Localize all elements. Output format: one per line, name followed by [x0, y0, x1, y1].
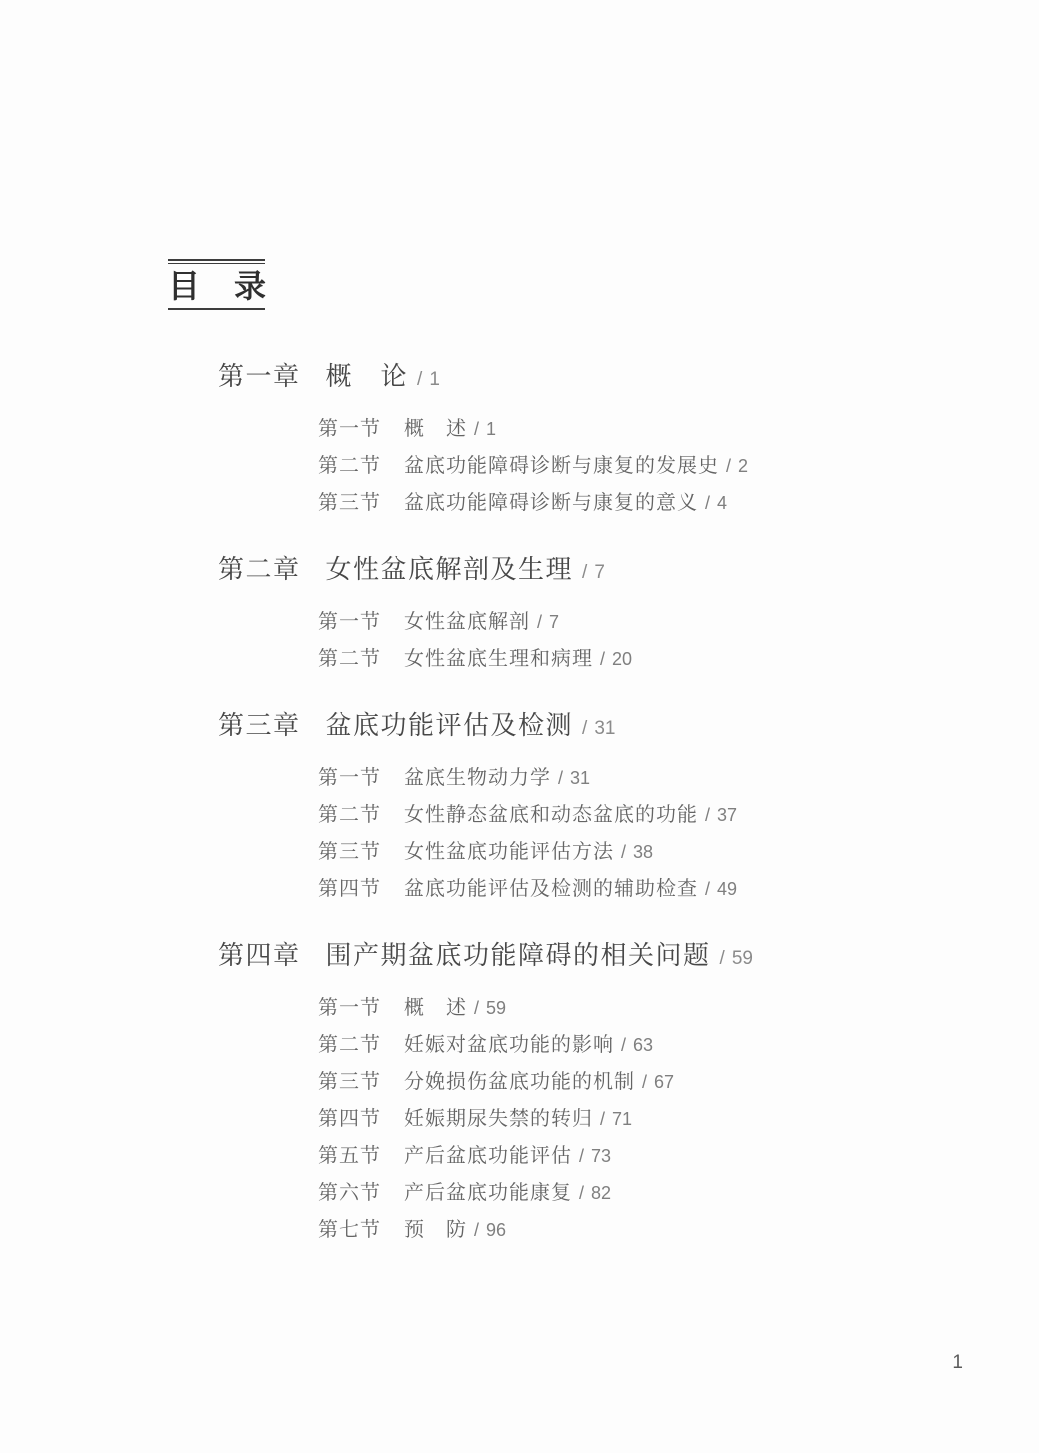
- section-page-number: 67: [654, 1072, 675, 1092]
- section-page-ref: [621, 1035, 653, 1055]
- section-list: [218, 990, 918, 1249]
- page-separator: /: [474, 419, 480, 439]
- toc-section: [318, 871, 918, 908]
- toc-section: [318, 604, 918, 641]
- page-separator: /: [642, 1072, 648, 1092]
- section-title: 盆底生物动力学: [404, 767, 551, 789]
- toc-section: [318, 1175, 918, 1212]
- chapter-label: 第四章: [218, 940, 301, 970]
- chapter-title: 围产期盆底功能障碍的相关问题: [325, 940, 711, 970]
- section-title: 产后盆底功能评估: [404, 1145, 572, 1167]
- toc-section: [318, 990, 918, 1027]
- title-bottom-rule: [168, 308, 265, 310]
- section-label: 第二节: [318, 648, 381, 670]
- section-page-number: 49: [717, 879, 738, 899]
- page-separator: /: [558, 768, 564, 788]
- toc-section: [318, 1212, 918, 1249]
- toc-section: [318, 1138, 918, 1175]
- section-page-number: 1: [486, 419, 497, 439]
- page-separator: /: [537, 612, 543, 632]
- section-page-ref: [705, 879, 737, 899]
- toc-chapter-4: [218, 937, 918, 1249]
- section-page-number: 2: [738, 456, 749, 476]
- toc-chapter-2: [218, 551, 918, 678]
- section-page-ref: [705, 805, 737, 825]
- section-label: 第一节: [318, 767, 381, 789]
- section-title: 妊娠对盆底功能的影响: [404, 1034, 614, 1056]
- section-page-number: 4: [717, 493, 728, 513]
- chapter-page-number: 1: [429, 369, 440, 390]
- section-list: [218, 760, 918, 908]
- chapter-page-number: 7: [594, 562, 605, 583]
- chapter-page-ref: [582, 562, 605, 583]
- section-title: 盆底功能评估及检测的辅助检查: [404, 878, 698, 900]
- section-page-ref: [600, 1109, 632, 1129]
- chapter-heading: [218, 551, 918, 591]
- toc-section: [318, 485, 918, 522]
- chapter-heading: [218, 358, 918, 398]
- section-page-number: 63: [633, 1035, 654, 1055]
- section-label: 第二节: [318, 1034, 381, 1056]
- chapter-page-number: 31: [594, 718, 616, 739]
- page-separator: /: [582, 718, 588, 739]
- section-label: 第四节: [318, 878, 381, 900]
- page-separator: /: [474, 998, 480, 1018]
- page-separator: /: [705, 879, 711, 899]
- page-title: 目 录: [168, 268, 268, 304]
- chapter-page-number: 59: [731, 948, 753, 969]
- page-separator: /: [726, 456, 732, 476]
- section-title: 盆底功能障碍诊断与康复的意义: [404, 492, 698, 514]
- section-title: 女性盆底解剖: [404, 611, 530, 633]
- toc-chapter-1: [218, 358, 918, 522]
- section-page-number: 7: [549, 612, 560, 632]
- chapter-page-ref: [582, 718, 615, 739]
- section-title: 预 防: [404, 1219, 467, 1241]
- chapter-label: 第二章: [218, 554, 301, 584]
- toc-section: [318, 1064, 918, 1101]
- page-separator: /: [417, 369, 423, 390]
- page-separator: /: [600, 1109, 606, 1129]
- section-title: 分娩损伤盆底功能的机制: [404, 1071, 635, 1093]
- section-title: 女性盆底生理和病理: [404, 648, 593, 670]
- page-separator: /: [600, 649, 606, 669]
- section-page-number: 38: [633, 842, 654, 862]
- section-title: 女性盆底功能评估方法: [404, 841, 614, 863]
- page-separator: /: [579, 1146, 585, 1166]
- section-label: 第三节: [318, 1071, 381, 1093]
- chapter-label: 第一章: [218, 361, 301, 391]
- section-page-ref: [579, 1146, 611, 1166]
- section-label: 第七节: [318, 1219, 381, 1241]
- chapter-heading: [218, 937, 918, 977]
- section-label: 第二节: [318, 455, 381, 477]
- section-page-ref: [474, 419, 496, 439]
- section-page-ref: [642, 1072, 674, 1092]
- section-label: 第一节: [318, 997, 381, 1019]
- chapter-label: 第三章: [218, 710, 301, 740]
- section-label: 第一节: [318, 418, 381, 440]
- section-page-ref: [705, 493, 727, 513]
- page-separator: /: [705, 805, 711, 825]
- section-page-ref: [621, 842, 653, 862]
- page-separator: /: [474, 1220, 480, 1240]
- section-label: 第三节: [318, 841, 381, 863]
- section-title: 盆底功能障碍诊断与康复的发展史: [404, 455, 719, 477]
- section-label: 第五节: [318, 1145, 381, 1167]
- chapter-heading: [218, 707, 918, 747]
- toc-section: [318, 641, 918, 678]
- section-list: [218, 411, 918, 522]
- section-title: 概 述: [404, 997, 467, 1019]
- chapter-title: 概 论: [325, 361, 409, 391]
- section-page-ref: [726, 456, 748, 476]
- toc-section: [318, 760, 918, 797]
- section-label: 第三节: [318, 492, 381, 514]
- toc-section: [318, 448, 918, 485]
- section-list: [218, 604, 918, 678]
- section-page-ref: [474, 998, 506, 1018]
- section-page-number: 37: [717, 805, 738, 825]
- page-separator: /: [719, 948, 725, 969]
- toc-title-block: [168, 259, 268, 310]
- section-label: 第二节: [318, 804, 381, 826]
- chapter-title: 女性盆底解剖及生理: [325, 554, 574, 584]
- section-title: 概 述: [404, 418, 467, 440]
- section-label: 第四节: [318, 1108, 381, 1130]
- section-page-ref: [600, 649, 632, 669]
- section-title: 产后盆底功能康复: [404, 1182, 572, 1204]
- section-page-ref: [558, 768, 590, 788]
- page-separator: /: [579, 1183, 585, 1203]
- toc-section: [318, 797, 918, 834]
- section-label: 第一节: [318, 611, 381, 633]
- section-title: 女性静态盆底和动态盆底的功能: [404, 804, 698, 826]
- section-page-ref: [579, 1183, 611, 1203]
- section-page-ref: [474, 1220, 506, 1240]
- toc-section: [318, 411, 918, 448]
- section-page-number: 71: [612, 1109, 633, 1129]
- page-separator: /: [621, 1035, 627, 1055]
- section-page-number: 20: [612, 649, 633, 669]
- toc-chapter-list: [218, 358, 918, 1278]
- folio-page-number: 1: [952, 1352, 963, 1373]
- chapter-page-ref: [417, 369, 440, 390]
- section-page-number: 59: [486, 998, 507, 1018]
- chapter-title: 盆底功能评估及检测: [325, 710, 574, 740]
- chapter-page-ref: [720, 948, 753, 969]
- section-title: 妊娠期尿失禁的转归: [404, 1108, 593, 1130]
- section-label: 第六节: [318, 1182, 381, 1204]
- page-separator: /: [705, 493, 711, 513]
- page-separator: /: [582, 562, 588, 583]
- section-page-number: 73: [591, 1146, 612, 1166]
- section-page-ref: [537, 612, 559, 632]
- section-page-number: 96: [486, 1220, 507, 1240]
- toc-chapter-3: [218, 707, 918, 908]
- section-page-number: 31: [570, 768, 591, 788]
- page-separator: /: [621, 842, 627, 862]
- toc-section: [318, 834, 918, 871]
- toc-section: [318, 1101, 918, 1138]
- toc-section: [318, 1027, 918, 1064]
- section-page-number: 82: [591, 1183, 612, 1203]
